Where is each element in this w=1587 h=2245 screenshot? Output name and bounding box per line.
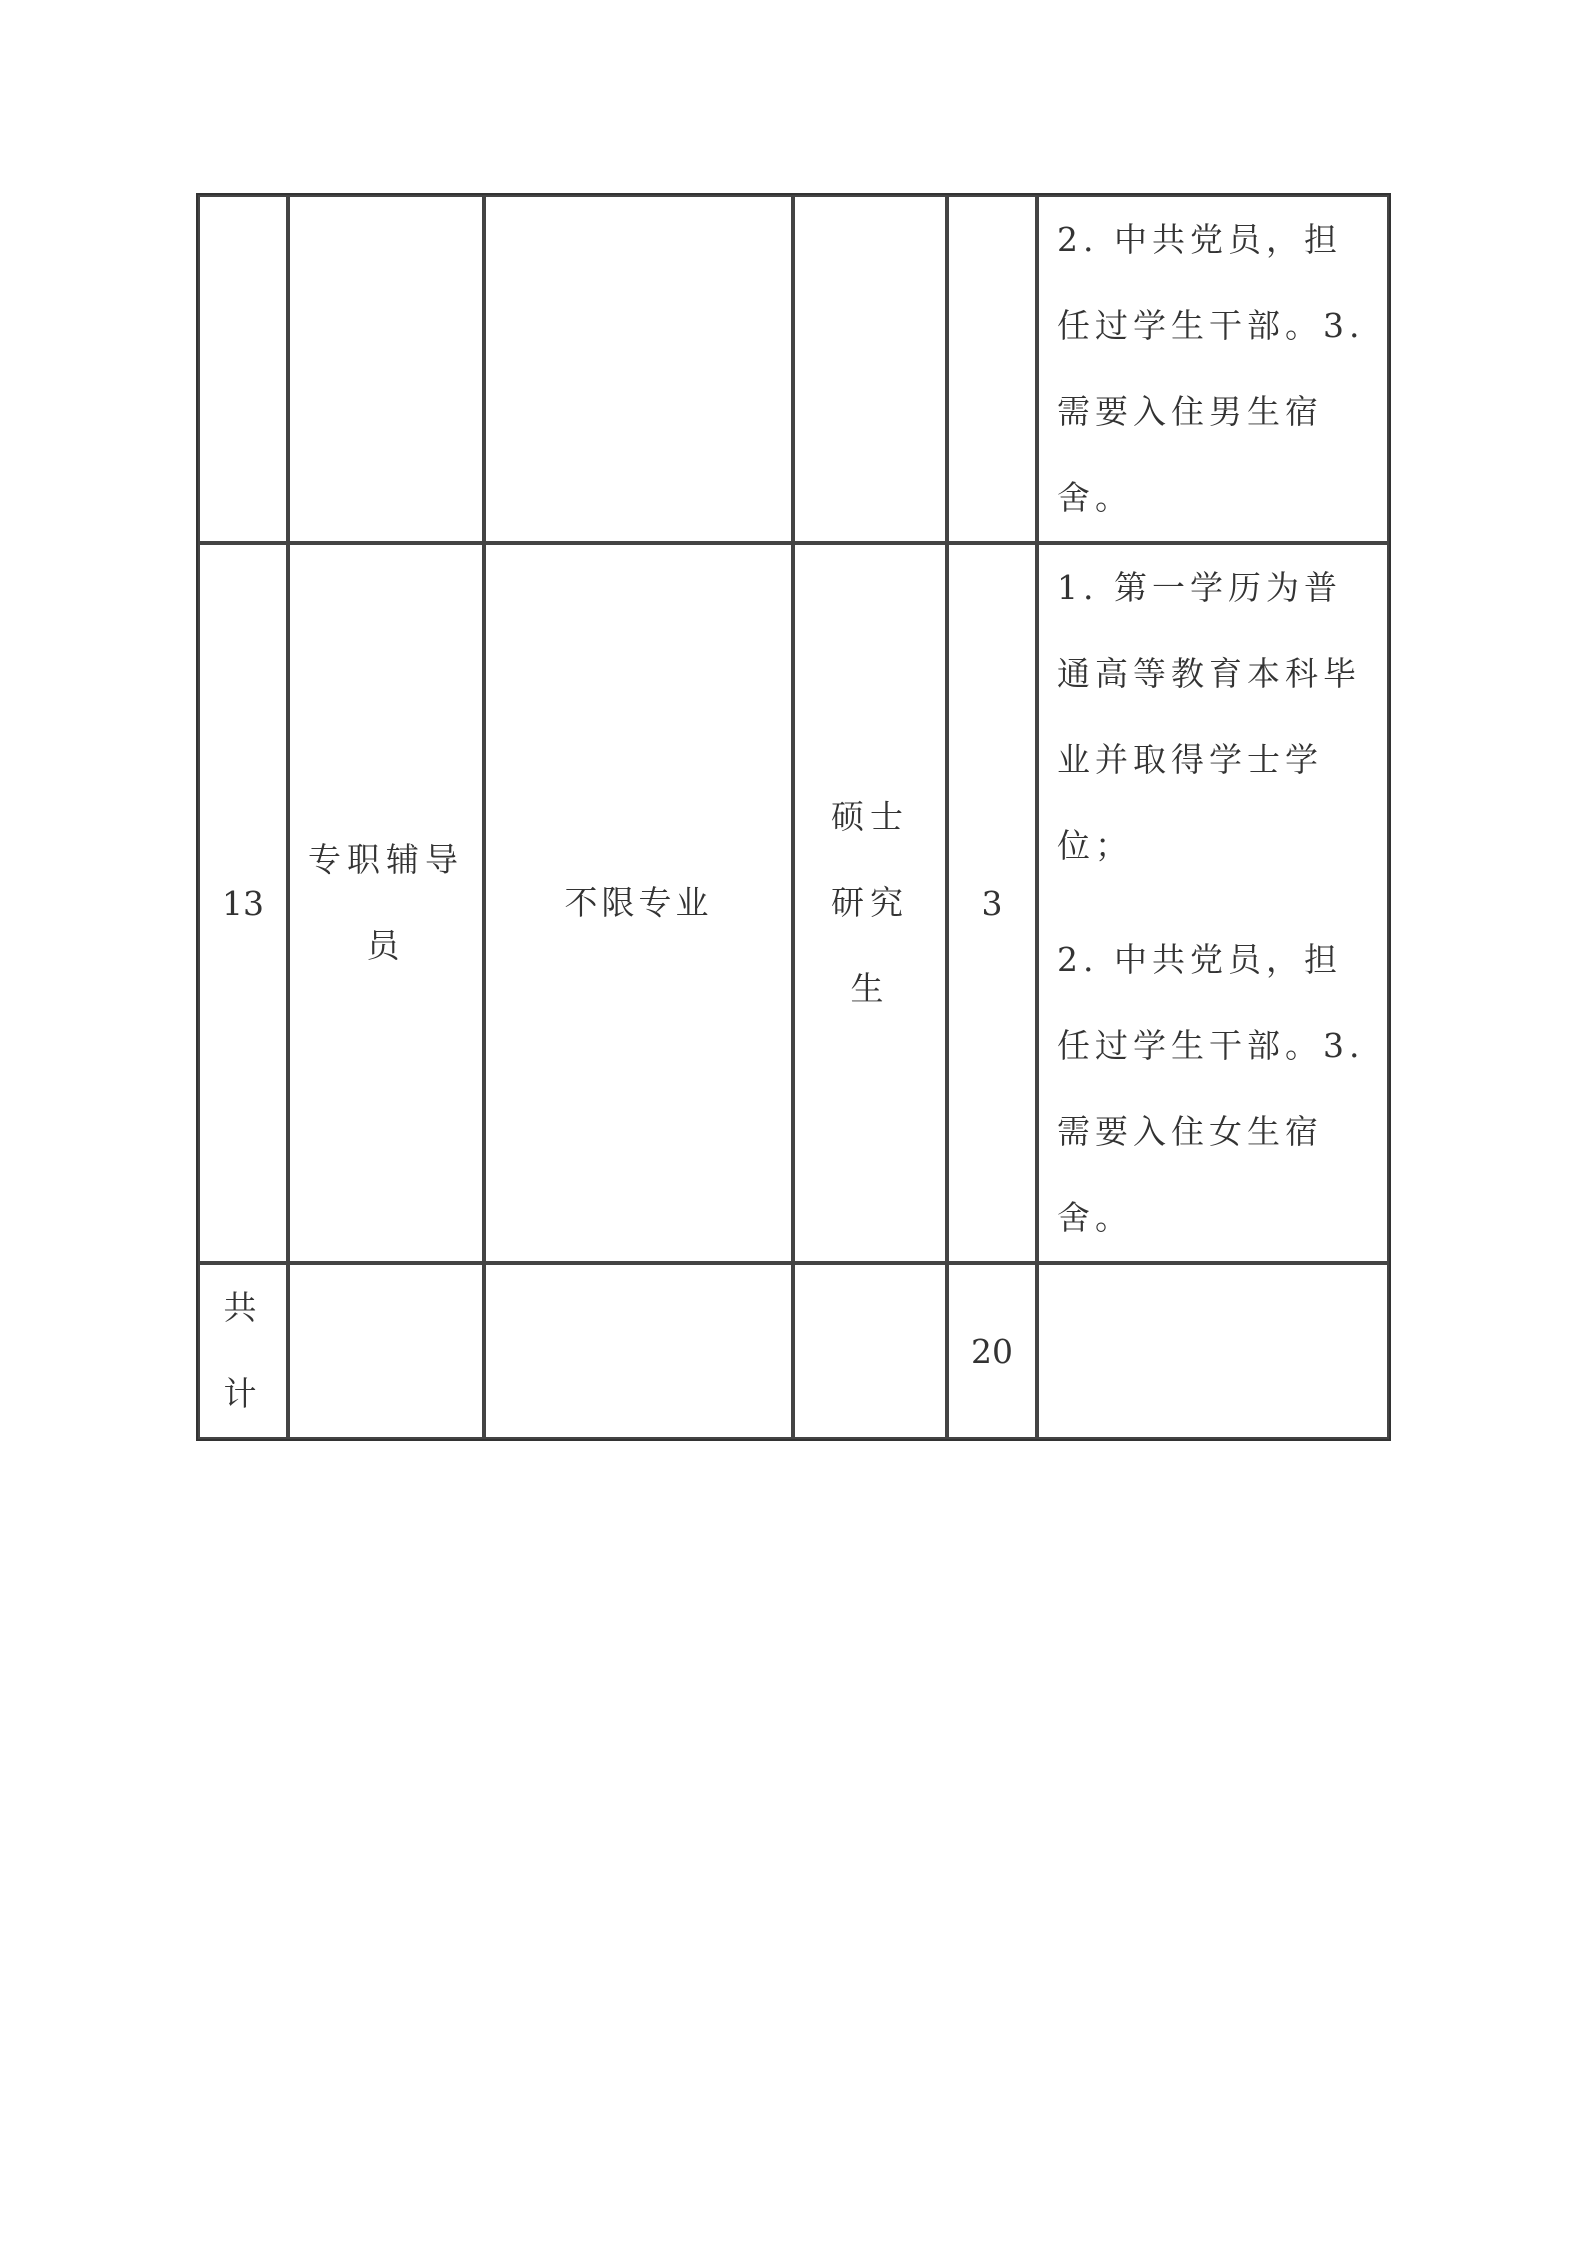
cell-major (484, 195, 793, 543)
cell-education (793, 1263, 947, 1439)
cell-education: 硕士研究生 (793, 543, 947, 1263)
cell-requirements (1037, 195, 1389, 543)
cell-position (288, 195, 484, 543)
cell-count: 3 (947, 543, 1037, 1263)
cell-total-count: 20 (947, 1263, 1037, 1439)
cell-no (198, 195, 288, 543)
requirement-text: 1. 第一学历为普通高等教育本科毕业并取得学士学位； (1057, 568, 1361, 865)
cell-major: 不限专业 (484, 543, 793, 1263)
recruitment-table (196, 193, 1391, 1441)
requirement-text: 2. 中共党员，担任过学生干部。3. 需要入住女生宿舍。 (1057, 940, 1365, 1237)
cell-count (947, 195, 1037, 543)
table-row-total (198, 1263, 1389, 1439)
cell-position (288, 1263, 484, 1439)
cell-position: 专职辅导员 (288, 543, 484, 1263)
cell-total-label: 共计 (198, 1263, 288, 1439)
cell-education (793, 195, 947, 543)
cell-requirements (1037, 543, 1389, 1263)
table-row (198, 543, 1389, 1263)
cell-major (484, 1263, 793, 1439)
cell-no: 13 (198, 543, 288, 1263)
requirement-text: 2. 中共党员，担任过学生干部。3. 需要入住男生宿舍。 (1057, 220, 1365, 517)
cell-requirements (1037, 1263, 1389, 1439)
table-row (198, 195, 1389, 543)
